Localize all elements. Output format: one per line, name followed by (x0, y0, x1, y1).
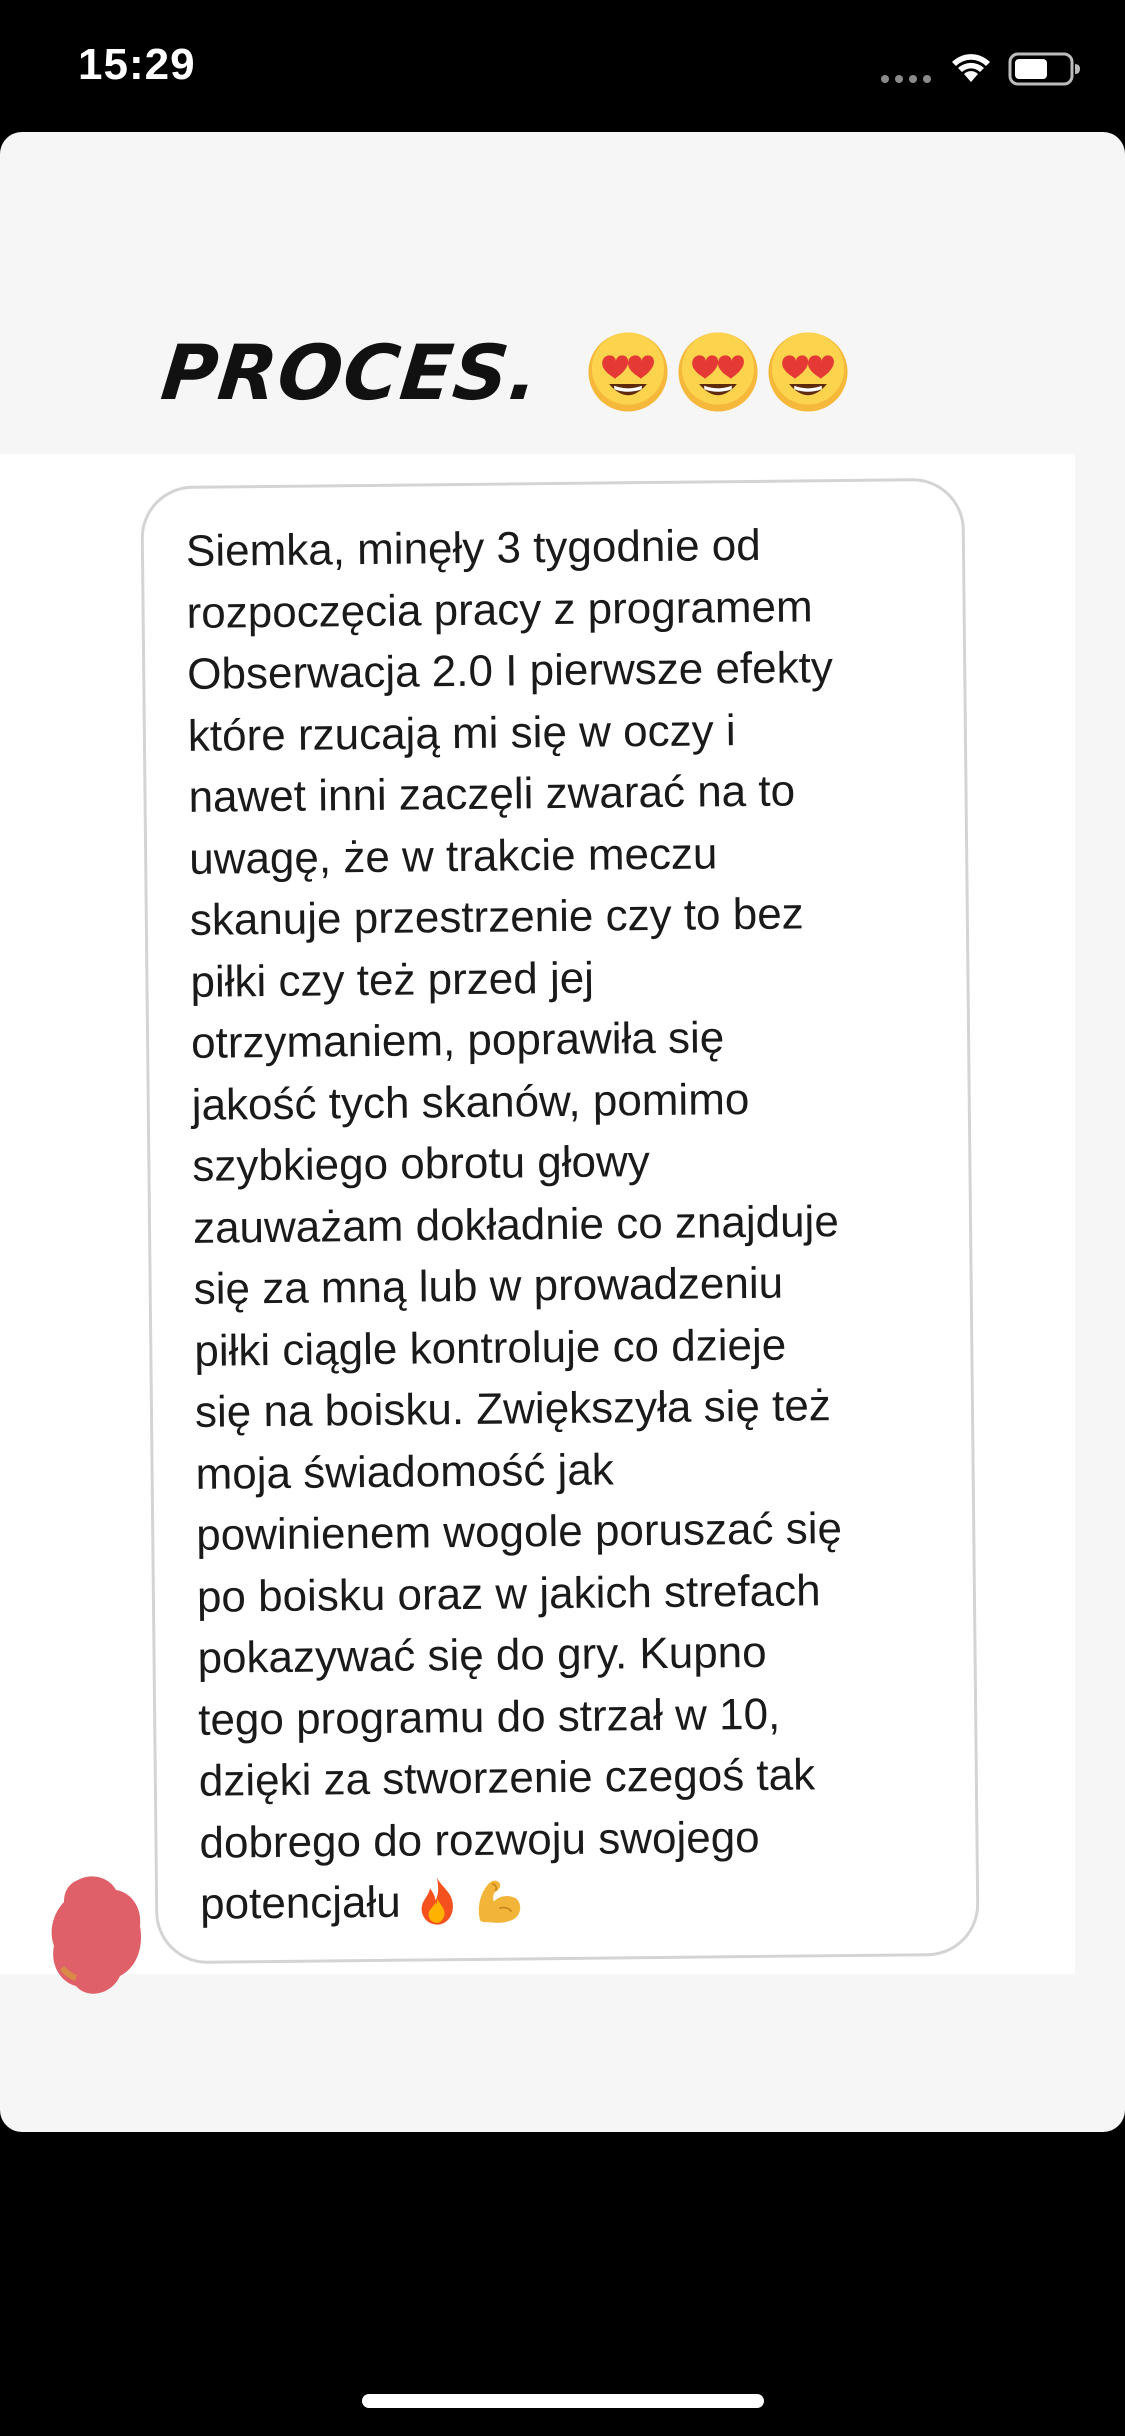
signal-dots-icon (880, 74, 932, 84)
heart-eyes-emoji-icon (585, 329, 671, 415)
story-card (0, 132, 1125, 2132)
status-bar (0, 0, 1125, 132)
battery-icon (1008, 52, 1082, 86)
blurred-avatar (48, 1872, 146, 2000)
heading-emoji-row (585, 329, 855, 415)
heart-eyes-emoji-icon (675, 329, 761, 415)
story-heading: PROCES. (157, 327, 544, 417)
home-indicator[interactable] (362, 2394, 764, 2408)
flexed-biceps-emoji-icon (472, 1873, 525, 1926)
story-heading-row (157, 312, 855, 432)
message-text: Siemka, minęły 3 tygodnie od rozpoczęcia pracy z programem Obserwacja 2.0 I pierwsze efekty które rzucają mi się w oczy i nawet inni zaczęli zwarać na to uwagę, że w trakcie meczu skanuje przestrzenie czy to bez piłki czy też przed jej otrzymaniem, poprawiła się jakość tych skanów, pomimo szybkiego obrotu głowy zauważam dokładnie co znajduje się za mną lub w prowadzeniu piłki ciągle kontroluje co dzieje się na boisku. Zwiększyła się też moja świadomość jak powinienem wogole poruszać się po boisku oraz w jakich strefach pokazywać się do gry. Kupno tego programu do strzał w 10, dzięki za stworzenie czegoś tak dobrego do rozwoju swojego potencjału (185, 520, 843, 1929)
wifi-icon (950, 52, 992, 84)
message-bubble (140, 478, 979, 1965)
message-text-container (186, 513, 961, 1935)
fire-emoji-icon (410, 1874, 463, 1927)
heart-eyes-emoji-icon (765, 329, 851, 415)
status-time: 15:29 (78, 40, 196, 89)
